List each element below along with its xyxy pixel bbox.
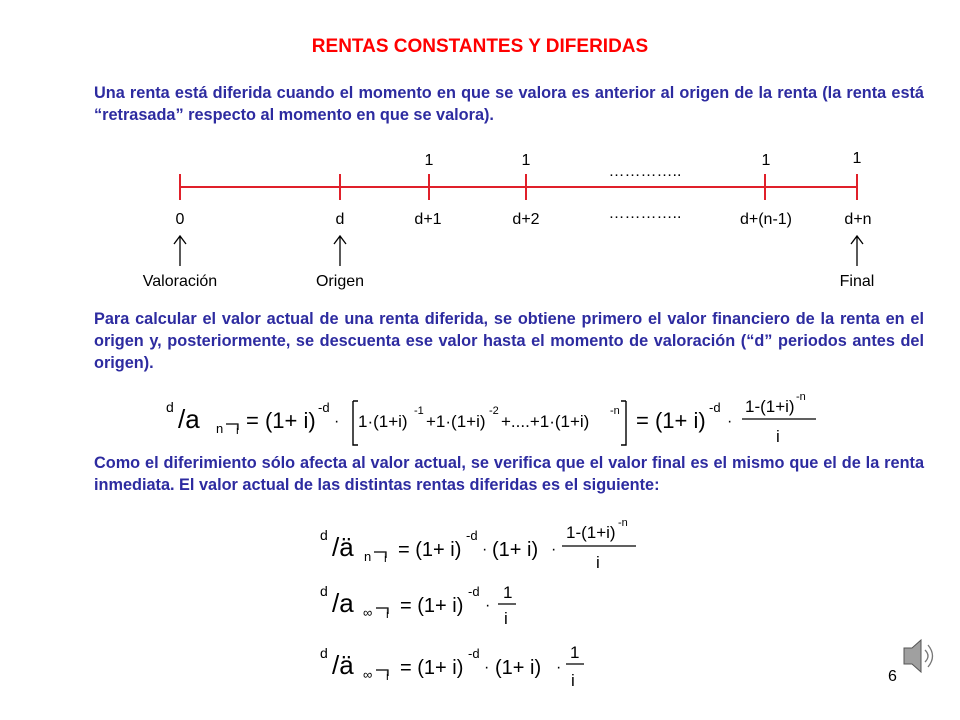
svg-text:∞: ∞ xyxy=(363,605,373,620)
svg-text:∞: ∞ xyxy=(363,667,373,682)
deferred-perpetuity-formula xyxy=(320,583,516,628)
svg-text:i: i xyxy=(776,427,780,446)
arrow-up-icon xyxy=(174,236,186,266)
tick-label: 0 xyxy=(175,211,185,228)
svg-text:-n: -n xyxy=(796,391,806,403)
svg-text:i: i xyxy=(571,671,575,690)
svg-text:/ä: /ä xyxy=(332,650,354,680)
svg-text:-n: -n xyxy=(618,517,628,529)
svg-text:-d: -d xyxy=(318,400,330,415)
svg-text:·: · xyxy=(551,541,557,558)
svg-text:n: n xyxy=(216,421,224,436)
svg-text:-d: -d xyxy=(466,528,478,543)
svg-text:·: · xyxy=(556,659,562,676)
payment-label: 1 xyxy=(521,152,531,169)
svg-text:-d: -d xyxy=(468,584,480,599)
svg-text:·: · xyxy=(727,413,733,430)
svg-text:1-(1+i): 1-(1+i) xyxy=(566,523,616,542)
svg-text:1·(1+i): 1·(1+i) xyxy=(358,412,408,431)
slide-title: RENTAS CONSTANTES Y DIFERIDAS xyxy=(311,36,649,57)
svg-text:·: · xyxy=(484,659,490,676)
svg-text:= (1+ i): = (1+ i) xyxy=(246,408,316,433)
svg-text:+....+1·(1+i): +....+1·(1+i) xyxy=(501,412,590,431)
svg-text:-d: -d xyxy=(709,400,721,415)
svg-text:·: · xyxy=(485,597,491,614)
svg-text:= (1+ i): = (1+ i) xyxy=(398,539,462,561)
svg-text:= (1+ i): = (1+ i) xyxy=(400,657,464,679)
payment-label: 1 xyxy=(852,150,862,167)
payment-label: 1 xyxy=(424,152,434,169)
ellipsis-bottom: ………….. xyxy=(608,205,682,222)
svg-text:i: i xyxy=(384,551,387,565)
svg-text:d: d xyxy=(320,583,328,599)
svg-text:i: i xyxy=(386,669,389,683)
tick-label: d+(n-1) xyxy=(739,211,793,228)
svg-text:d: d xyxy=(320,527,328,543)
conclusion-paragraph: Como el diferimiento sólo afecta al valor actual, se verifica que el valor final es el mismo que el de la renta inmediata. El valor actual de las distintas rentas diferidas es el siguiente: xyxy=(94,454,924,494)
deferred-perpetuity-due-formula xyxy=(320,643,584,690)
origen-label: Origen xyxy=(315,273,365,290)
svg-text:1: 1 xyxy=(570,643,580,662)
svg-text:d: d xyxy=(166,399,174,415)
payment-label: 1 xyxy=(761,152,771,169)
deferred-annuity-due-formula xyxy=(320,517,636,572)
tick-label: d xyxy=(335,211,345,228)
svg-text:·: · xyxy=(334,413,340,430)
svg-text:= (1+ i): = (1+ i) xyxy=(400,595,464,617)
slide-number: 6 xyxy=(888,668,897,685)
arrow-up-icon xyxy=(851,236,863,266)
deferred-annuity-formula xyxy=(166,391,816,446)
svg-text:/a: /a xyxy=(332,588,354,618)
tick-label: d+n xyxy=(844,211,872,228)
svg-text:i: i xyxy=(236,423,239,437)
svg-text:(1+ i): (1+ i) xyxy=(495,657,542,679)
svg-text:d: d xyxy=(320,645,328,661)
svg-text:n: n xyxy=(364,549,372,564)
svg-text:-2: -2 xyxy=(489,405,499,417)
ellipsis-top: ………….. xyxy=(608,163,682,180)
method-paragraph: Para calcular el valor actual de una renta diferida, se obtiene primero el valor financiero de la renta en el origen y, posteriormente, se descuenta ese valor hasta el momento de valoración (“d” periodos antes del origen). xyxy=(94,310,924,372)
svg-text:i: i xyxy=(596,553,600,572)
svg-text:1-(1+i): 1-(1+i) xyxy=(745,397,795,416)
svg-text:+1·(1+i): +1·(1+i) xyxy=(426,412,486,431)
speaker-icon[interactable] xyxy=(904,640,933,672)
svg-text:1: 1 xyxy=(503,583,513,602)
svg-text:= (1+ i): = (1+ i) xyxy=(636,408,706,433)
svg-text:(1+ i): (1+ i) xyxy=(492,539,539,561)
tick-label: d+1 xyxy=(414,211,442,228)
svg-text:i: i xyxy=(386,607,389,621)
svg-text:-n: -n xyxy=(610,405,620,417)
svg-text:/a: /a xyxy=(178,404,200,434)
arrow-up-icon xyxy=(334,236,346,266)
final-label: Final xyxy=(839,273,875,290)
svg-text:·: · xyxy=(482,541,488,558)
svg-text:i: i xyxy=(504,609,508,628)
svg-text:-1: -1 xyxy=(414,405,424,417)
valoracion-label: Valoración xyxy=(142,273,218,290)
svg-text:-d: -d xyxy=(468,646,480,661)
intro-paragraph: Una renta está diferida cuando el momento en que se valora es anterior al origen de la renta (la renta está “retrasada” respecto al momento en que se valora). xyxy=(94,84,924,124)
tick-label: d+2 xyxy=(512,211,540,228)
svg-text:/ä: /ä xyxy=(332,532,354,562)
